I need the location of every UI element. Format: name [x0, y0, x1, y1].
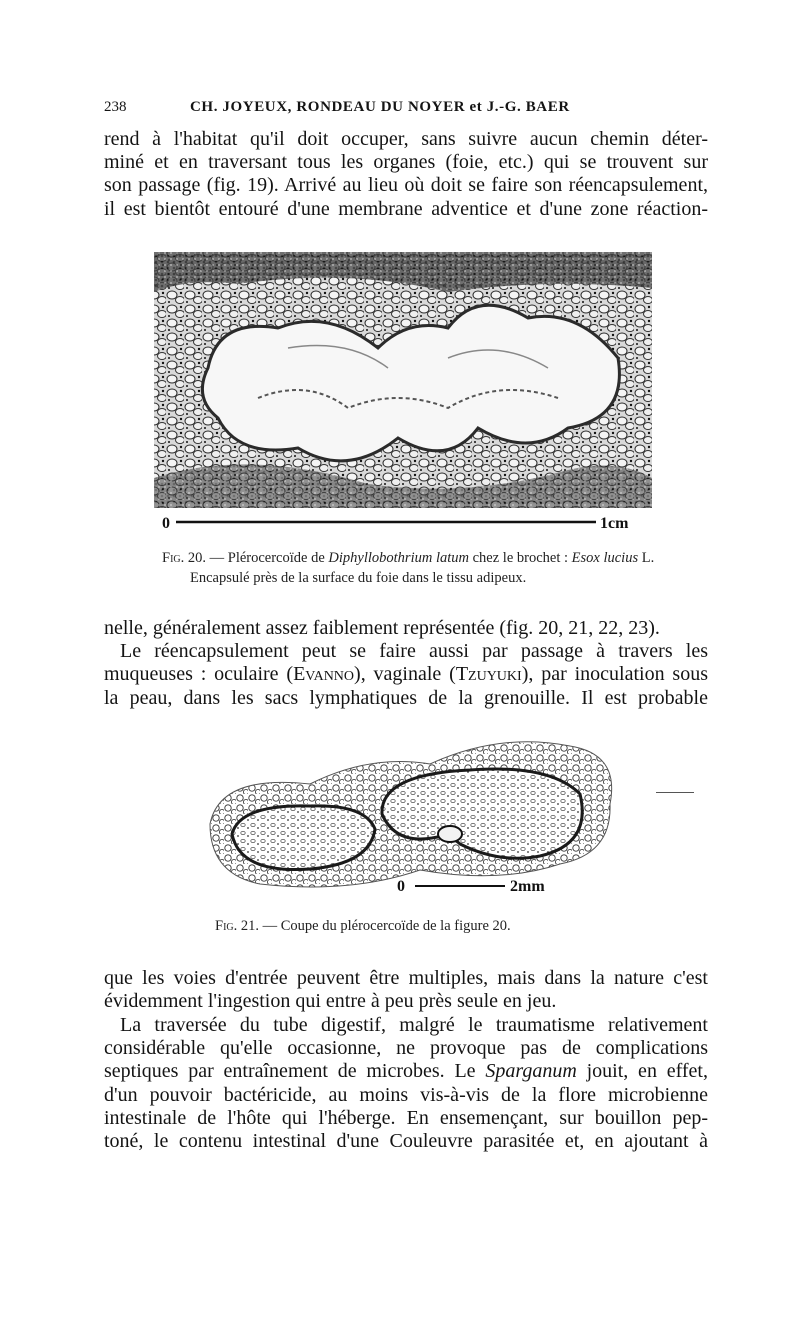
paragraph-2 [104, 617, 708, 710]
text-line: Le réencapsulement peut se faire aussi par passage à travers les [120, 640, 708, 663]
text-line: évidemment l'ingestion qui entre à peu près seule en jeu. [104, 990, 557, 1013]
calcareous-body [438, 826, 462, 842]
caption-label: Fig. 21. [215, 918, 259, 934]
figure-21 [200, 734, 700, 894]
host-name: Esox lucius [571, 550, 639, 566]
species-name: Diphyllobothrium latum [328, 550, 469, 566]
text-span: muqueuses : oculaire ( [104, 663, 294, 686]
genus-name: Sparganum [485, 1060, 577, 1083]
figure-20 [148, 248, 658, 534]
page-number: 238 [104, 99, 127, 115]
text-span: ), vaginale ( [354, 663, 456, 686]
paragraph-3 [104, 967, 708, 1013]
author-name: Tzuyuki [455, 663, 522, 686]
scale-end-label: 1cm [600, 515, 629, 532]
caption-dash: — [206, 550, 228, 566]
text-line: son passage (fig. 19). Arrivé au lieu où doit se faire son réencapsulement, [104, 174, 708, 197]
text-span: septiques par entraînement de microbes. Le [104, 1060, 486, 1083]
scale-start-label: 0 [162, 515, 170, 532]
text-line: toné, le contenu intestinal d'une Couleuvre parasitée et, en ajoutant à [104, 1130, 708, 1153]
figure-21-caption [215, 916, 511, 936]
text-line: que les voies d'entrée peuvent être multiples, mais dans la nature c'est [104, 967, 708, 989]
scale-start-label: 0 [397, 878, 405, 894]
text-line [104, 663, 708, 686]
caption-text: Plérocercoïde de [227, 550, 329, 566]
scale-end-label: 2mm [510, 878, 545, 894]
running-head [104, 99, 704, 121]
caption-text: L. [638, 550, 655, 566]
text-line: d'un pouvoir bactéricide, au moins vis-à-vis de la flore microbienne [104, 1083, 708, 1106]
text-line: La traversée du tube digestif, malgré le traumatisme relativement [120, 1014, 708, 1036]
text-line: la peau, dans les sacs lymphatiques de la grenouille. Il est probable [104, 686, 708, 709]
caption-label: Fig. 20. [162, 550, 206, 566]
paragraph-1 [104, 128, 708, 221]
text-line: considérable qu'elle occasionne, ne provoque pas de complications [104, 1037, 708, 1060]
author-name: Evanno [293, 663, 355, 686]
text-line: intestinale de l'hôte qui l'héberge. En ensemençant, sur bouillon pep- [104, 1106, 708, 1129]
text-line: rend à l'habitat qu'il doit occuper, sans suivre aucun chemin déter- [104, 128, 708, 150]
caption-line-2: Encapsulé près de la surface du foie dans le tissu adipeux. [190, 570, 527, 586]
caption-text: Coupe du plérocercoïde de la figure 20. [280, 918, 511, 934]
figure-20-illustration [148, 248, 658, 534]
caption-dash: — [259, 918, 281, 934]
margin-rule [656, 792, 694, 793]
text-span: jouit, en effet, [576, 1060, 708, 1083]
figure-20-caption [162, 548, 654, 588]
text-line: il est bientôt entouré d'une membrane adventice et d'une zone réaction- [104, 197, 708, 220]
caption-text: chez le brochet : [468, 550, 572, 566]
text-line: nelle, généralement assez faiblement représentée (fig. 20, 21, 22, 23). [104, 617, 660, 639]
text-line: miné et en traversant tous les organes (foie, etc.) qui se trouvent sur [104, 151, 708, 174]
figure-21-illustration [200, 734, 700, 894]
text-span: ), par inoculation sous [521, 663, 708, 686]
paragraph-4 [104, 1014, 708, 1153]
running-title: CH. JOYEUX, RONDEAU DU NOYER et J.-G. BAER [190, 99, 570, 115]
text-line [104, 1060, 708, 1083]
